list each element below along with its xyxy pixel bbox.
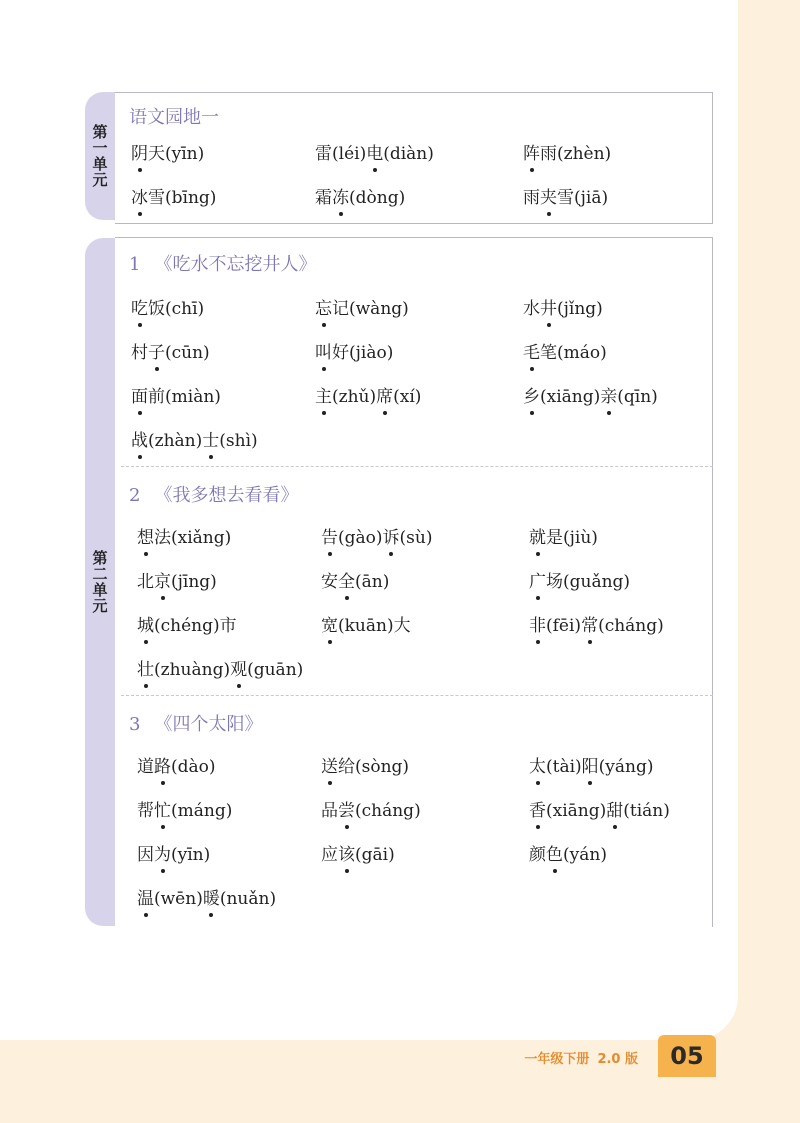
word-text: (léi)	[332, 144, 367, 164]
dotted-char: 乡	[523, 382, 540, 407]
section-title: 语文园地一	[129, 107, 219, 128]
dotted-char: 席	[376, 382, 393, 407]
word-text: (tài)	[546, 757, 582, 777]
dotted-char: 告	[321, 523, 338, 548]
word-text: (máng)	[171, 801, 233, 821]
word-text: 法(xiǎng)	[154, 528, 232, 548]
word-text: 帮	[137, 801, 154, 821]
vocab-word	[529, 840, 607, 865]
dotted-char: 子	[148, 338, 165, 363]
vocab-word	[131, 294, 204, 319]
unit-tab-1	[85, 92, 115, 220]
dotted-char: 叫	[315, 338, 332, 363]
lesson-title	[129, 710, 262, 736]
dotted-char: 忙	[154, 796, 171, 821]
vocab-word	[529, 752, 654, 777]
word-text: 前(miàn)	[148, 387, 221, 407]
dotted-char: 暖	[203, 884, 220, 909]
vocab-word	[523, 338, 607, 363]
vocab-word	[131, 382, 221, 407]
word-text: (guān)	[247, 660, 304, 680]
word-text: 应	[321, 845, 338, 865]
dotted-char: 送	[321, 752, 338, 777]
word-text: 是(jiù)	[546, 528, 598, 548]
word-text: (jǐng)	[557, 299, 603, 319]
dotted-char: 想	[137, 523, 154, 548]
dotted-char: 该	[338, 840, 355, 865]
dotted-char: 就	[529, 523, 546, 548]
unit-tab-label: 第二单元	[90, 550, 109, 614]
lesson-name: 《四个太阳》	[154, 714, 263, 735]
vocab-word	[321, 567, 389, 592]
vocab-word	[523, 294, 603, 319]
vocab-word	[529, 796, 670, 821]
word-text: (diàn)	[383, 144, 434, 164]
unit-2-box	[115, 237, 713, 927]
word-text: 给(sòng)	[338, 757, 410, 777]
footer-grade-label: 一年级下册 2.0 版	[524, 1052, 638, 1067]
dotted-char: 阳	[582, 752, 599, 777]
dotted-char: 温	[137, 884, 154, 909]
vocab-word	[137, 523, 231, 548]
dotted-char: 夹	[540, 183, 557, 208]
word-text: (wēn)	[154, 889, 203, 909]
lesson-3	[121, 695, 713, 928]
word-text: 雪(jiā)	[557, 188, 609, 208]
word-text: 好(jiào)	[332, 343, 394, 363]
lesson-2	[121, 466, 713, 695]
unit-tab-label: 第一单元	[90, 124, 109, 188]
word-text: 雨(zhèn)	[540, 144, 612, 164]
footer-version: 2.0 版	[597, 1052, 638, 1067]
word-text: 霜	[315, 188, 332, 208]
word-text: (nuǎn)	[219, 889, 277, 909]
section-yuwen-yuandi	[115, 103, 713, 218]
vocab-word	[523, 139, 611, 164]
word-text: 颜	[529, 845, 546, 865]
vocab-word	[315, 139, 434, 164]
vocab-word	[321, 523, 432, 548]
dotted-char: 广	[529, 567, 546, 592]
word-text: (qīn)	[617, 387, 658, 407]
lesson-title	[129, 481, 298, 507]
dotted-char: 宽	[321, 611, 338, 636]
dotted-char: 阴	[131, 139, 148, 164]
dotted-char: 全	[338, 567, 355, 592]
vocab-word	[137, 611, 237, 636]
dotted-char: 香	[529, 796, 546, 821]
dotted-char: 井	[540, 294, 557, 319]
vocab-word	[131, 338, 210, 363]
word-text: 因	[137, 845, 154, 865]
word-text: (yīn)	[171, 845, 211, 865]
word-text: 饭(chī)	[148, 299, 205, 319]
vocab-word	[131, 426, 258, 451]
word-text: 村	[131, 343, 148, 363]
word-text: (zhǔ)	[332, 387, 377, 407]
word-text: 水	[523, 299, 540, 319]
vocab-word	[529, 523, 598, 548]
vocab-word	[137, 796, 232, 821]
dotted-char: 冻	[332, 183, 349, 208]
dotted-char: 非	[529, 611, 546, 636]
word-text: (chéng)市	[154, 616, 237, 636]
page-number: 05	[658, 1035, 716, 1077]
word-text: (yáng)	[598, 757, 654, 777]
vocab-word	[137, 840, 210, 865]
word-text: (tián)	[623, 801, 670, 821]
word-text: (cūn)	[165, 343, 210, 363]
dotted-char: 冰	[131, 183, 148, 208]
word-text: (cháng)	[598, 616, 664, 636]
vocab-word	[523, 183, 608, 208]
word-text: (cháng)	[355, 801, 421, 821]
word-text: 雷	[315, 144, 332, 164]
lesson-number: 1	[129, 254, 141, 275]
word-text: (ān)	[355, 572, 390, 592]
lesson-number: 3	[129, 714, 141, 735]
lesson-number: 2	[129, 485, 141, 506]
vocab-word	[137, 884, 276, 909]
vocab-word	[321, 840, 395, 865]
word-text: (kuān)大	[338, 616, 411, 636]
dotted-char: 毛	[523, 338, 540, 363]
vocab-word	[131, 139, 204, 164]
vocab-word	[315, 294, 409, 319]
dotted-char: 阵	[523, 139, 540, 164]
word-text: 道	[137, 757, 154, 777]
unit-1-box	[115, 92, 713, 224]
vocab-word	[321, 611, 411, 636]
dotted-char: 尝	[338, 796, 355, 821]
dotted-char: 主	[315, 382, 332, 407]
word-text: 安	[321, 572, 338, 592]
vocab-word	[131, 183, 216, 208]
lesson-1	[115, 250, 713, 464]
dotted-char: 亲	[600, 382, 617, 407]
dotted-char: 色	[546, 840, 563, 865]
dotted-char: 常	[581, 611, 598, 636]
word-text: (jīng)	[171, 572, 217, 592]
dotted-char: 为	[154, 840, 171, 865]
word-text: (dòng)	[349, 188, 406, 208]
vocab-word	[315, 183, 405, 208]
word-text: (xiāng)	[546, 801, 607, 821]
dotted-char: 士	[202, 426, 219, 451]
word-text: (xiāng)	[540, 387, 601, 407]
vocab-word	[529, 611, 664, 636]
vocab-word	[137, 567, 217, 592]
word-text: (sù)	[399, 528, 433, 548]
vocab-word	[315, 338, 393, 363]
word-text: 雨	[523, 188, 540, 208]
vocab-word	[137, 655, 303, 680]
dotted-char: 太	[529, 752, 546, 777]
word-text: 场(guǎng)	[546, 572, 631, 592]
word-text: 笔(máo)	[540, 343, 607, 363]
vocab-word	[529, 567, 630, 592]
word-text: (gāi)	[355, 845, 395, 865]
dotted-char: 战	[131, 426, 148, 451]
dotted-char: 京	[154, 567, 171, 592]
vocab-word	[523, 382, 658, 407]
word-text: (zhàn)	[148, 431, 203, 451]
word-text: 北	[137, 572, 154, 592]
dotted-char: 吃	[131, 294, 148, 319]
word-text: 品	[321, 801, 338, 821]
word-text: (shì)	[219, 431, 258, 451]
dotted-char: 电	[366, 139, 383, 164]
word-text: 天(yīn)	[148, 144, 205, 164]
lesson-title	[129, 250, 316, 276]
word-text: (gào)	[338, 528, 383, 548]
vocab-word	[137, 752, 216, 777]
dotted-char: 忘	[315, 294, 332, 319]
vocab-word	[321, 752, 409, 777]
lesson-name: 《吃水不忘挖井人》	[154, 254, 317, 275]
unit-tab-2	[85, 238, 115, 926]
word-text: (xí)	[393, 387, 422, 407]
dotted-char: 壮	[137, 655, 154, 680]
word-text: (yán)	[563, 845, 607, 865]
dotted-char: 甜	[606, 796, 623, 821]
dotted-char: 观	[230, 655, 247, 680]
vocab-word	[315, 382, 421, 407]
dotted-char: 路	[154, 752, 171, 777]
word-text: 雪(bīng)	[148, 188, 217, 208]
dotted-char: 城	[137, 611, 154, 636]
word-text: (dào)	[171, 757, 216, 777]
word-text: 记(wàng)	[332, 299, 409, 319]
word-text: (zhuàng)	[154, 660, 231, 680]
dotted-char: 诉	[383, 523, 400, 548]
lesson-name: 《我多想去看看》	[154, 485, 299, 506]
dotted-char: 面	[131, 382, 148, 407]
vocab-word	[321, 796, 421, 821]
word-text: (fēi)	[546, 616, 582, 636]
